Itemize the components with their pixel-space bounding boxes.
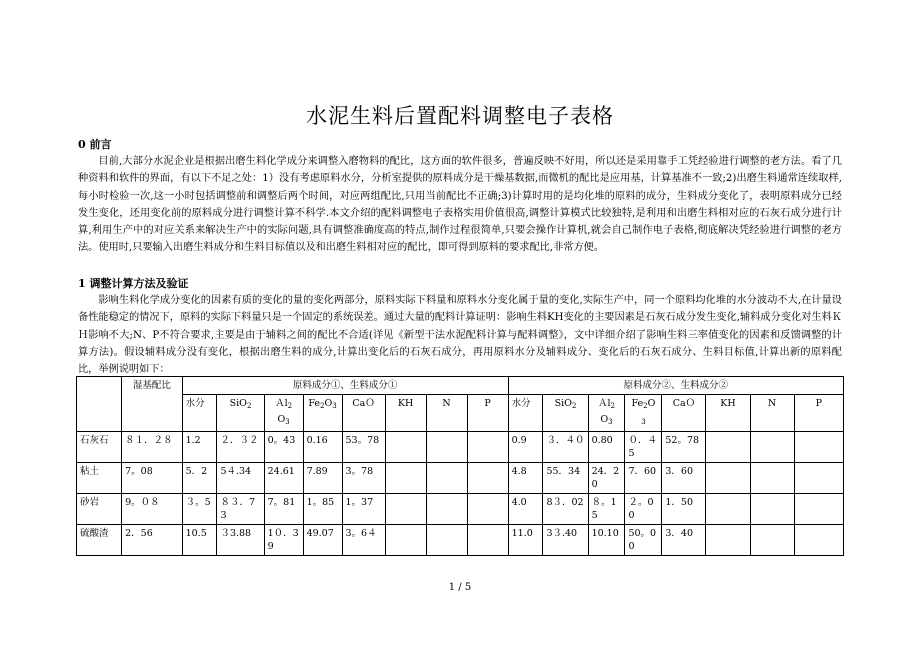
wet-ratio-cell: 9。０８: [122, 494, 182, 525]
table-cell: [794, 494, 843, 525]
header-fe2o3-2: $Fe_2O$ $_3$: [625, 395, 662, 432]
table-cell: [467, 525, 508, 556]
table-cell: [794, 525, 843, 556]
table-cell: [750, 525, 794, 556]
header-cao-1: CaＯ: [342, 395, 385, 432]
table-cell: 4.0: [508, 494, 543, 525]
row-name-cell: 石灰石: [77, 432, 122, 463]
table-cell: [426, 525, 467, 556]
table-cell: ３。5: [182, 494, 217, 525]
table-cell: ２。00: [625, 494, 662, 525]
row-name-cell: 粘土: [77, 463, 122, 494]
table-cell: 10.10: [588, 525, 625, 556]
table-cell: 7。81: [264, 494, 303, 525]
table-cell: [706, 525, 750, 556]
row-name-cell: 砂岩: [77, 494, 122, 525]
table-cell: [706, 432, 750, 463]
table-cell: [706, 494, 750, 525]
table-cell: 3。6４: [342, 525, 385, 556]
header-moisture-2: 水分: [508, 395, 543, 432]
table-cell: 11.0: [508, 525, 543, 556]
table-cell: 1.2: [182, 432, 217, 463]
header-al2o3-2: Ａl$_2$ $O_3$: [588, 395, 625, 432]
wet-ratio-cell: 7。08: [122, 463, 182, 494]
table-cell: 53。78: [342, 432, 385, 463]
header-empty: [77, 377, 122, 432]
wet-ratio-cell: 2．56: [122, 525, 182, 556]
table-cell: ８。15: [588, 494, 625, 525]
header-p-1: P: [467, 395, 508, 432]
table-cell: 1。85: [303, 494, 342, 525]
table-cell: 3．60: [662, 463, 706, 494]
table-cell: ３3.88: [217, 525, 264, 556]
table-cell: 1。37: [342, 494, 385, 525]
header-p-2: P: [794, 395, 843, 432]
table-cell: 5４.34: [217, 463, 264, 494]
table-cell: [385, 525, 426, 556]
table-cell: [467, 432, 508, 463]
table-row: [77, 525, 844, 556]
table-cell: 49.07: [303, 525, 342, 556]
table-cell: [467, 463, 508, 494]
header-wet-ratio: 湿基配比: [122, 377, 182, 432]
header-group-2: 原料成分②、生料成分②: [508, 377, 843, 395]
table-cell: [467, 494, 508, 525]
table-cell: 0。43: [264, 432, 303, 463]
table-cell: 7．60: [625, 463, 662, 494]
section-heading-method: 1 调整计算方法及验证: [78, 277, 189, 290]
table-cell: [750, 432, 794, 463]
header-cao-2: CaＯ: [662, 395, 706, 432]
table-cell: [426, 463, 467, 494]
preface-paragraph: 目前,大部分水泥企业是根据出磨生料化学成分来调整入磨物料的配比，这方面的软件很多，普遍反映不好用，所以还是采用靠手工凭经验进行调整的老方法。看了几种资料和软件的界面，有以下不足之处：1）没有考虑原料水分，分析室提供的原料成分是干燥基数据,而微机的配比是应用基，计算基准不一致;2)出磨生料通常连续取样,每小时检验一次,这一小时包括调整前和调整后两个时间，对应两组配比,只用当前配比不正确;3)计算时用的是均化堆的原料的成分，生料成分变化了，表明原料成分已经发生变化，还用变化前的原料成分进行调整计算不科学.本文介绍的配料调整电子表格实用价值很高,调整计算模式比较独特,是利用和出磨生料相对应的石灰石成分进行计算,利用生产中的对应关系来解决生产中的实际问题,具有调整准确度高的特点,制作过程很简单,只要会操作计算机,就会自己制作电子表格,彻底解决凭经验进行调整的老方法。使用时,只要输入出磨生料成分和生料目标值以及和出磨生料相对应的配比，即可得到原料的要求配比,非常方便。: [78, 156, 842, 254]
table-cell: 24.61: [264, 463, 303, 494]
table-cell: [706, 463, 750, 494]
table-cell: [794, 432, 843, 463]
table-cell: [426, 494, 467, 525]
table-cell: 3。78: [342, 463, 385, 494]
table-cell: 24．20: [588, 463, 625, 494]
table-cell: 50。00: [625, 525, 662, 556]
header-fe2o3-1: $Fe_2O_3$: [303, 395, 342, 432]
header-kh-1: KH: [385, 395, 426, 432]
wet-ratio-cell: ８１．２８: [122, 432, 182, 463]
header-group-1: 原料成分①、生料成分①: [182, 377, 508, 395]
table-cell: 0.80: [588, 432, 625, 463]
table-cell: [385, 463, 426, 494]
table-cell: 8３．02: [543, 494, 588, 525]
table-cell: [385, 432, 426, 463]
table-cell: 3．40: [662, 525, 706, 556]
table-row: [77, 432, 844, 463]
table-header-row: [77, 377, 844, 395]
row-name-cell: 硫酸渣: [77, 525, 122, 556]
table-row: [77, 494, 844, 525]
table-cell: 5．2: [182, 463, 217, 494]
table-cell: 3３.40: [543, 525, 588, 556]
ratio-table: [76, 376, 844, 556]
method-paragraph: 影响生料化学成分变化的因素有质的变化的量的变化两部分，原料实际下料量和原料水分变化属于量的变化,实际生产中，同一个原料均化堆的水分波动不大,在计量设备性能稳定的情况下，原料的实际下料量只是一个固定的系统误差。通过大量的配料计算证明：影响生料KH变化的主要因素是石灰石成分发生变化,辅料成分变化对生料ＫＨ影响不大;N、P不符合要求,主要是由于辅料之间的配比不合适(详见《新型干法水泥配料计算与配料调整》，文中详细介绍了影响生料三率值变化的因素和反馈调整的计算方法)。假设辅料成分没有变化，根据出磨生料的成分,计算出变化后的石灰石成分，再用原料水分及辅料成分、变化后的石灰石成分、生料目标值,计算出新的原料配比，举例说明如下：: [78, 295, 842, 376]
table-cell: [750, 463, 794, 494]
table-cell: [794, 463, 843, 494]
header-kh-2: KH: [706, 395, 750, 432]
table-cell: 55．34: [543, 463, 588, 494]
table-cell: 4.8: [508, 463, 543, 494]
table-cell: [426, 432, 467, 463]
header-n-2: N: [750, 395, 794, 432]
document-title: 水泥生料后置配料调整电子表格: [306, 104, 614, 128]
table-cell: 52。78: [662, 432, 706, 463]
table-cell: 0.16: [303, 432, 342, 463]
table-subheader-row: [77, 395, 844, 432]
table-cell: ２．３２: [217, 432, 264, 463]
table-cell: ０．４5: [625, 432, 662, 463]
header-n-1: N: [426, 395, 467, 432]
table-cell: 10.5: [182, 525, 217, 556]
table-row: [77, 463, 844, 494]
table-cell: 7.89: [303, 463, 342, 494]
table-cell: ８３．73: [217, 494, 264, 525]
table-cell: [750, 494, 794, 525]
header-sio2-1: SiO$_2$: [217, 395, 264, 432]
section-heading-preface: 0 前言: [78, 138, 112, 151]
header-al2o3-1: Ａl$_2$ $O_3$: [264, 395, 303, 432]
table-cell: 0.9: [508, 432, 543, 463]
table-cell: 1０．39: [264, 525, 303, 556]
table-cell: ３．４０: [543, 432, 588, 463]
header-sio2-2: SiO$_2$: [543, 395, 588, 432]
table-cell: [385, 494, 426, 525]
table-cell: 1．50: [662, 494, 706, 525]
page-number: 1 / 5: [448, 582, 472, 593]
header-moisture-1: 水分: [182, 395, 217, 432]
